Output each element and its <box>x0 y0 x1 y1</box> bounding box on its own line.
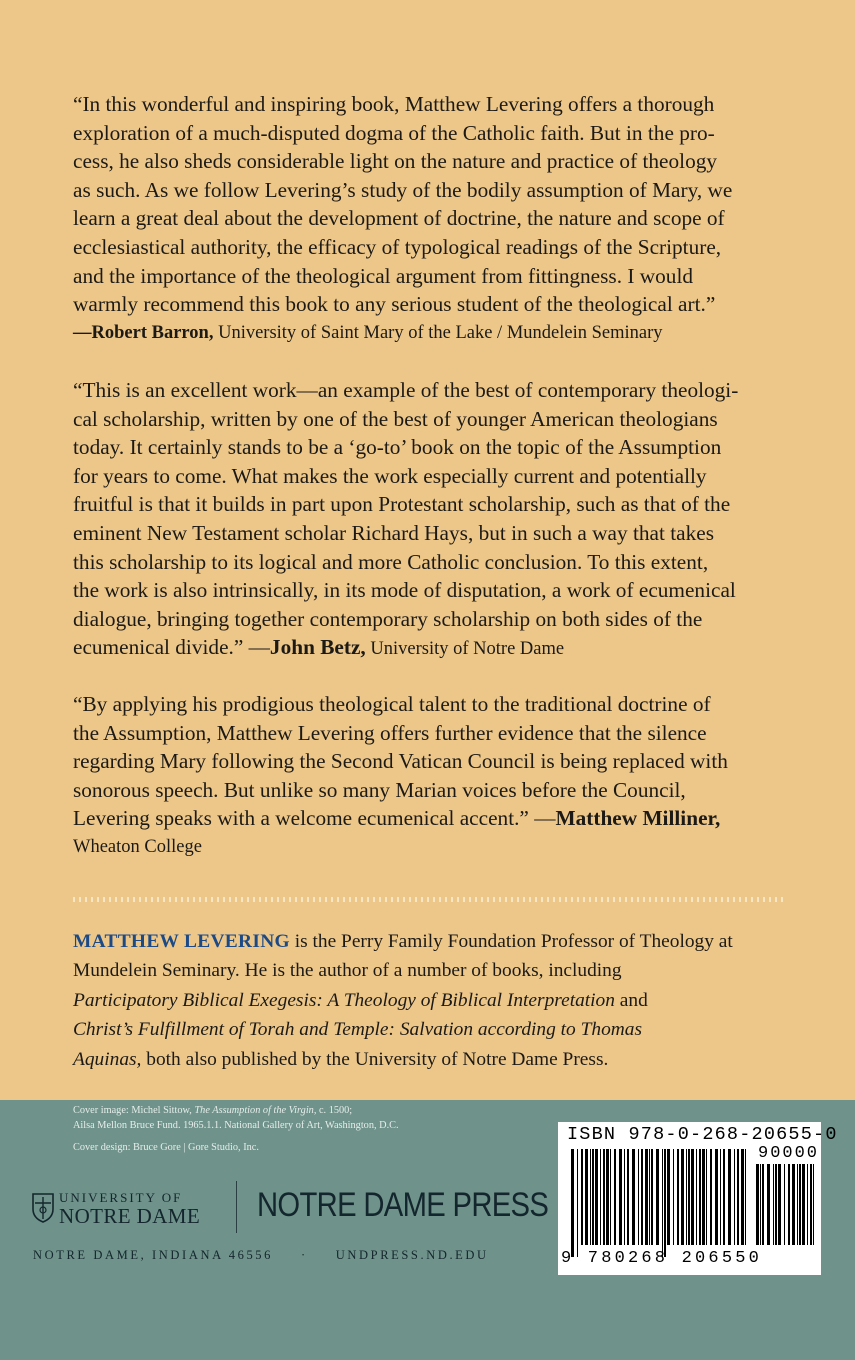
quote-line: and the importance of the theological argument from fittingness. I would <box>73 263 694 288</box>
university-line: UNIVERSITY OF <box>59 1190 183 1205</box>
quote-line: this scholarship to its logical and more Catholic conclusion. To this extent, <box>73 549 709 574</box>
endorsement-barron <box>73 90 793 347</box>
quote-last-line: Levering speaks with a welcome ecumenical accent.” —Matthew Milliner, <box>73 806 721 831</box>
quote-line: the Assumption, Matthew Levering offers further evidence that the silence <box>73 720 707 745</box>
quote-line: cess, he also sheds considerable light on the nature and practice of theology <box>73 149 718 174</box>
endorsement-betz <box>73 376 793 664</box>
cover-credits: Cover image: Michel Sittow, The Assumption of the Virgin, c. 1500; Ailsa Mellon Bruce Fund. 1965.1.1. National Gallery of Art, Washington, D.C. Cover design: Bruce Gore | Gore Studio, Inc. <box>73 1105 399 1153</box>
quote-line: dialogue, bringing together contemporary scholarship on both sides of the <box>73 606 703 631</box>
quote-line: ecclesiastical authority, the efficacy of typological readings of the Scripture, <box>73 234 722 259</box>
author-bio: MATTHEW LEVERING is the Perry Family Foundation Professor of Theology at Mundelein Seminary. He is the author of a number of books, including Participatory Biblical Exegesis: A Theology of Biblical Interpretation and Christ’s Fulfillment of Torah and Temple: Salvation according to Thomas Aquinas, both also published by the University of Notre Dame Press. <box>73 931 733 1070</box>
quote-line: regarding Mary following the Second Vatican Council is being replaced with <box>73 749 728 774</box>
dotted-divider <box>73 897 783 902</box>
quote-line: today. It certainly stands to be a ‘go-to’ book on the topic of the Assumption <box>73 435 722 460</box>
ean-digits: 9 780268 206550 <box>561 1249 763 1268</box>
book-title: Christ’s Fulfillment of Torah and Temple: Salvation according to Thomas <box>73 1019 643 1041</box>
quote-line: cal scholarship, written by one of the best of younger American theologians <box>73 406 718 431</box>
quote-line: eminent New Testament scholar Richard Hays, but in such a way that takes <box>73 520 714 545</box>
quote-line: the work is also intrinsically, in its mode of disputation, a work of ecumenical <box>73 578 736 603</box>
quote-line: as such. As we follow Levering’s study of the bodily assumption of Mary, we <box>73 177 733 202</box>
logo-divider <box>236 1181 237 1233</box>
attribution-affiliation: University of Notre Dame <box>365 639 565 660</box>
price-code: 90000 <box>758 1144 820 1163</box>
book-title: Aquinas, <box>73 1048 142 1070</box>
quote-line: sonorous speech. But unlike so many Marian voices before the Council, <box>73 777 686 802</box>
attribution-name: —Robert Barron, <box>73 322 214 343</box>
quote-line: “This is an excellent work—an example of the best of contemporary theologi- <box>73 378 739 402</box>
quote-line: fruitful is that it builds in part upon Protestant scholarship, such as that of the <box>73 492 731 517</box>
quote-line: warmly recommend this book to any serious student of the theological art.” <box>73 292 716 317</box>
isbn-text: ISBN 978-0-268-20655-0 <box>567 1124 838 1145</box>
quote-line: learn a great deal about the development of doctrine, the nature and scope of <box>73 206 725 231</box>
quote-last-line: ecumenical divide.” —John Betz, University of Notre Dame <box>73 635 565 660</box>
attribution-affiliation: Wheaton College <box>73 836 202 857</box>
publisher-website: UNDPRESS.ND.EDU <box>335 1248 489 1262</box>
quote-line: exploration of a much-disputed dogma of the Catholic faith. But in the pro- <box>73 120 715 145</box>
attribution-name: Matthew Milliner, <box>555 806 721 831</box>
attribution-name: John Betz, <box>269 635 366 660</box>
supplement-barcode-icon <box>756 1164 814 1257</box>
book-title: Participatory Biblical Exegesis: A Theology of Biblical Interpretation <box>73 989 615 1011</box>
shield-icon <box>32 1193 54 1223</box>
barcode-icon <box>571 1149 746 1257</box>
university-name: NOTRE DAME <box>59 1204 201 1228</box>
quote-line: “By applying his prodigious theological talent to the traditional doctrine of <box>73 692 711 716</box>
endorsement-milliner <box>73 690 793 861</box>
press-name: NOTRE DAME PRESS <box>257 1186 549 1224</box>
attribution <box>73 319 793 347</box>
quote-line: “In this wonderful and inspiring book, Matthew Levering offers a thorough <box>73 92 715 116</box>
quote-line: for years to come. What makes the work especially current and potentially <box>73 463 707 488</box>
publisher-address: NOTRE DAME, INDIANA 46556 · UNDPRESS.ND.EDU <box>33 1248 489 1262</box>
author-name: MATTHEW LEVERING <box>73 931 290 952</box>
attribution-affiliation: University of Saint Mary of the Lake / Mundelein Seminary <box>213 322 663 343</box>
